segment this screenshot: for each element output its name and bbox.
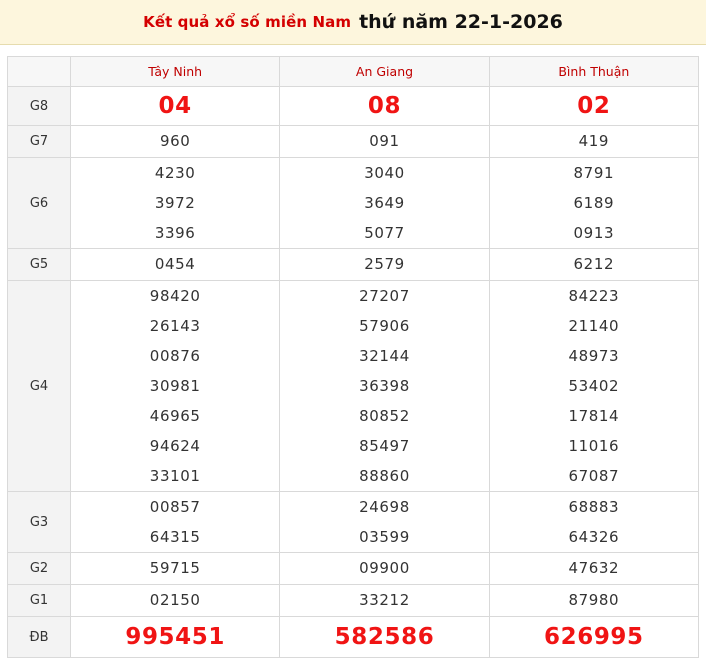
prize-cell-g6-0: [71, 158, 280, 249]
prize-number: 626995: [544, 624, 644, 650]
prize-number: 30981: [149, 377, 201, 395]
table-row: [8, 553, 699, 585]
prize-number: 960: [159, 132, 191, 150]
prize-number: 02: [577, 93, 611, 119]
prize-number: 091: [369, 132, 400, 150]
prize-label-g4: G4: [8, 281, 71, 492]
prize-number: 48973: [568, 347, 620, 365]
prize-cell-g6-2: [489, 158, 698, 249]
prize-number: 582586: [334, 624, 435, 650]
prize-number: 3396: [154, 224, 196, 242]
prize-cell-g2-2: [489, 553, 698, 585]
prize-cell-g2-1: [280, 553, 489, 585]
prize-cell-g4-0: [71, 281, 280, 492]
prize-number: 68883: [568, 498, 620, 516]
prize-number: 17814: [568, 407, 620, 425]
prize-number: 4230: [154, 164, 196, 182]
table-header: [8, 57, 699, 87]
prize-number: 00857: [149, 498, 201, 516]
prize-label-g3: G3: [8, 492, 71, 553]
prize-cell-db-1: [280, 617, 489, 658]
table-row: [8, 492, 699, 553]
prize-cell-g3-1: [280, 492, 489, 553]
prize-cell-g8-2: [489, 87, 698, 126]
page-header: [0, 0, 706, 45]
prize-number: 419: [578, 132, 610, 150]
prize-cell-g7-0: [71, 126, 280, 158]
prize-number: 2579: [364, 255, 405, 273]
prize-label-g8: G8: [8, 87, 71, 126]
prize-label-db: ĐB: [8, 617, 71, 658]
prize-number: 6212: [573, 255, 615, 273]
prize-number: 47632: [568, 559, 620, 577]
prize-label-g1: G1: [8, 585, 71, 617]
prize-number: 33212: [359, 591, 410, 609]
prize-cell-g5-0: [71, 249, 280, 281]
prize-cell-db-2: [489, 617, 698, 658]
page-title-date: thứ năm 22-1-2026: [359, 11, 563, 33]
prize-cell-g4-1: [280, 281, 489, 492]
column-header-province-2: Bình Thuận: [489, 57, 698, 87]
prize-number: 36398: [359, 377, 410, 395]
table-row: [8, 585, 699, 617]
prize-number: 67087: [568, 467, 620, 485]
prize-number: 88860: [359, 467, 410, 485]
prize-cell-g5-2: [489, 249, 698, 281]
table-row: [8, 126, 699, 158]
prize-number: 0454: [154, 255, 196, 273]
table-body: [8, 87, 699, 658]
prize-number: 87980: [568, 591, 620, 609]
prize-number: 11016: [568, 437, 620, 455]
prize-label-g2: G2: [8, 553, 71, 585]
prize-cell-db-0: [71, 617, 280, 658]
prize-cell-g8-1: [280, 87, 489, 126]
prize-cell-g6-1: [280, 158, 489, 249]
table-row: [8, 158, 699, 249]
prize-number: 53402: [568, 377, 620, 395]
prize-number: 6189: [573, 194, 615, 212]
table-row: [8, 281, 699, 492]
prize-number: 995451: [125, 624, 225, 650]
prize-cell-g1-1: [280, 585, 489, 617]
prize-number: 59715: [149, 559, 201, 577]
lottery-results-table: [7, 56, 699, 658]
table-corner-cell: [8, 57, 71, 87]
prize-number: 09900: [359, 559, 410, 577]
prize-number: 26143: [149, 317, 201, 335]
prize-cell-g1-0: [71, 585, 280, 617]
prize-number: 84223: [568, 287, 620, 305]
prize-number: 33101: [149, 467, 201, 485]
prize-number: 94624: [149, 437, 201, 455]
prize-number: 24698: [359, 498, 410, 516]
prize-label-g6: G6: [8, 158, 71, 249]
prize-label-g7: G7: [8, 126, 71, 158]
column-header-province-1: An Giang: [280, 57, 489, 87]
prize-number: 08: [367, 93, 402, 119]
prize-cell-g3-2: [489, 492, 698, 553]
prize-number: 46965: [149, 407, 201, 425]
prize-number: 3649: [364, 194, 405, 212]
prize-number: 03599: [359, 528, 410, 546]
prize-number: 64315: [149, 528, 201, 546]
prize-cell-g2-0: [71, 553, 280, 585]
prize-number: 98420: [149, 287, 201, 305]
table-header-row: [8, 57, 699, 87]
prize-number: 32144: [359, 347, 410, 365]
page-title-main: Kết quả xổ số miền Nam: [143, 13, 352, 31]
prize-cell-g5-1: [280, 249, 489, 281]
prize-number: 3040: [364, 164, 405, 182]
prize-number: 3972: [154, 194, 196, 212]
column-header-province-0: Tây Ninh: [71, 57, 280, 87]
table-row: [8, 617, 699, 658]
prize-number: 04: [158, 93, 192, 119]
prize-label-g5: G5: [8, 249, 71, 281]
prize-number: 5077: [364, 224, 405, 242]
prize-cell-g8-0: [71, 87, 280, 126]
prize-cell-g1-2: [489, 585, 698, 617]
prize-number: 0913: [573, 224, 615, 242]
table-row: [8, 249, 699, 281]
prize-number: 85497: [359, 437, 410, 455]
prize-cell-g4-2: [489, 281, 698, 492]
prize-cell-g3-0: [71, 492, 280, 553]
prize-cell-g7-2: [489, 126, 698, 158]
prize-number: 64326: [568, 528, 620, 546]
prize-number: 57906: [359, 317, 410, 335]
prize-cell-g7-1: [280, 126, 489, 158]
prize-number: 00876: [149, 347, 201, 365]
prize-number: 8791: [573, 164, 615, 182]
prize-number: 80852: [359, 407, 410, 425]
prize-number: 21140: [568, 317, 620, 335]
table-row: [8, 87, 699, 126]
prize-number: 02150: [149, 591, 201, 609]
prize-number: 27207: [359, 287, 410, 305]
